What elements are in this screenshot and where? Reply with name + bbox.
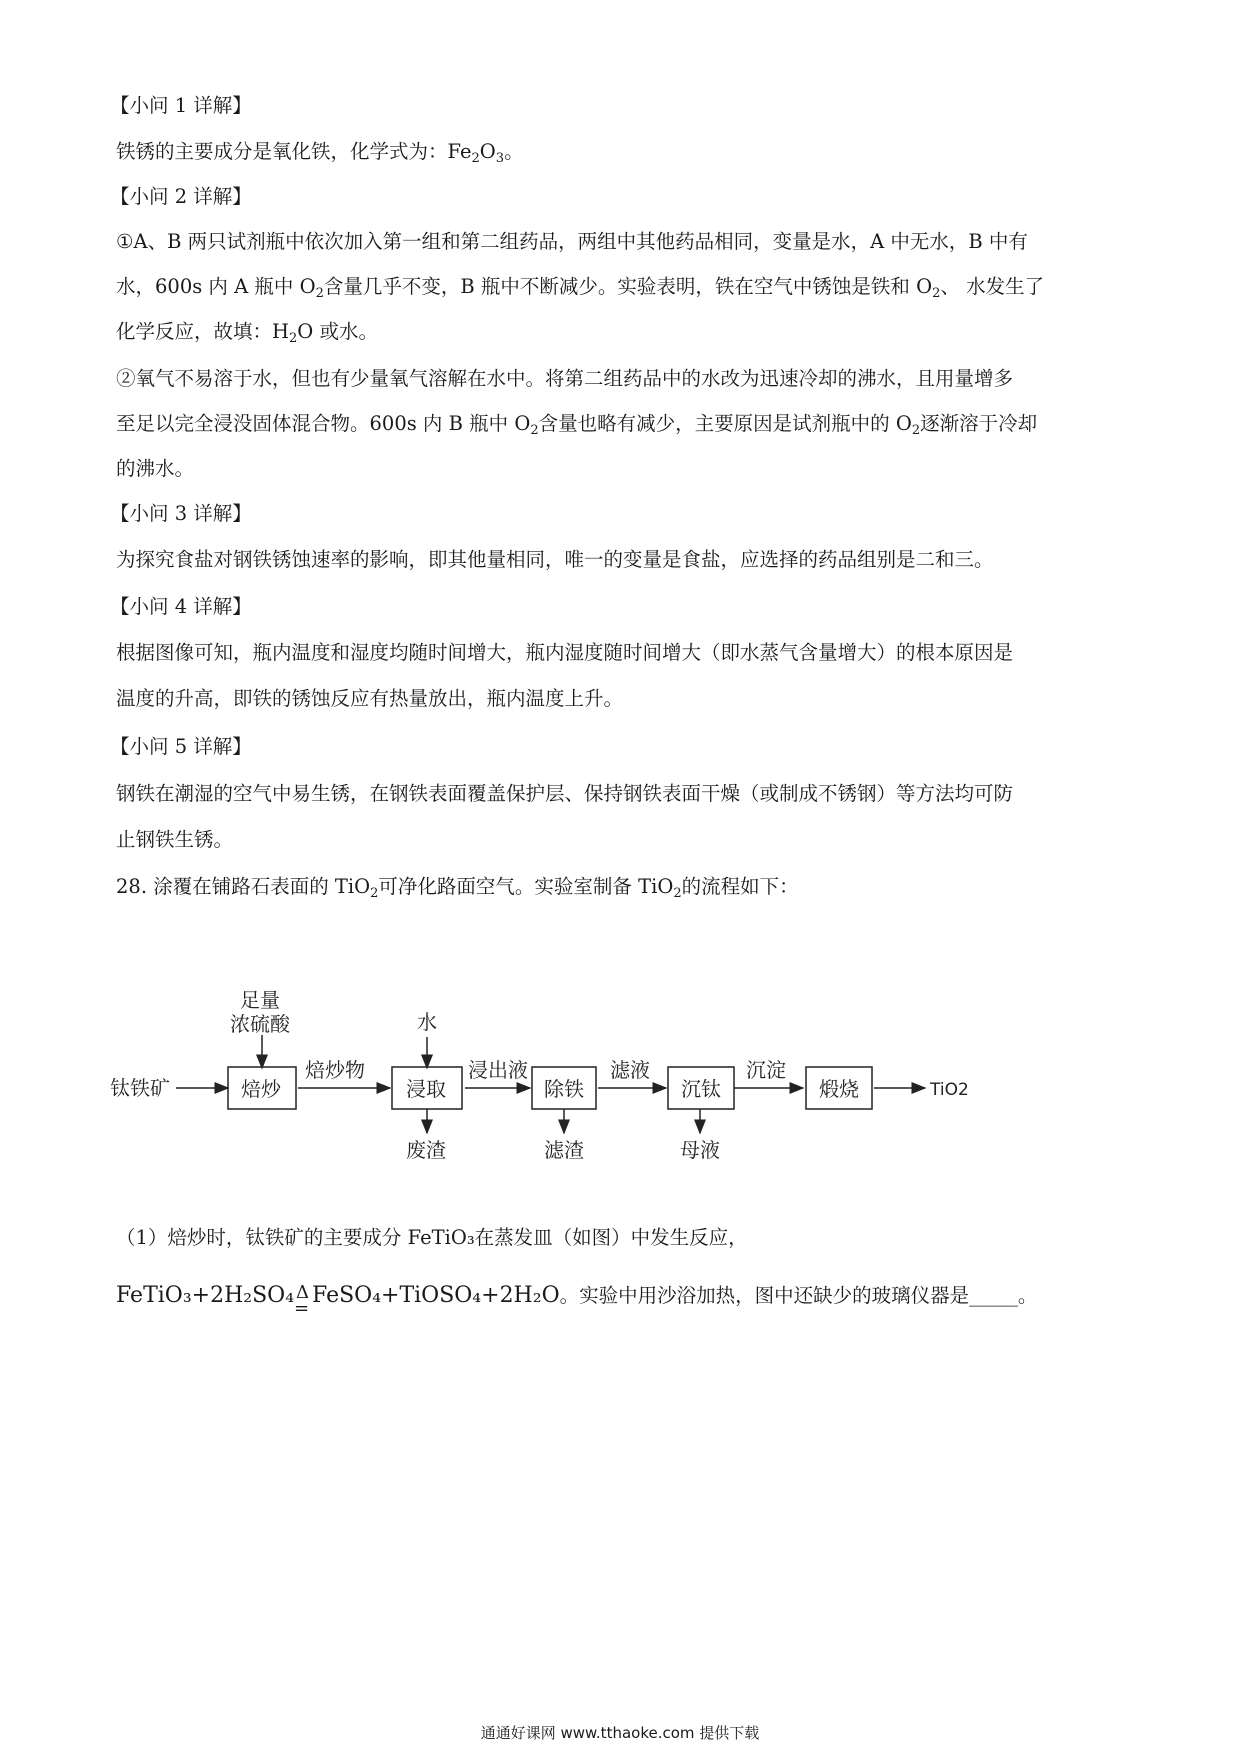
flow-arrow4-label: 沉淀 xyxy=(746,1058,786,1082)
q5-heading: 【小问 5 详解】 xyxy=(110,735,252,758)
q4-line-2: 温度的升高，即铁的锈蚀反应有热量放出，瓶内温度上升。 xyxy=(116,687,624,710)
q2-heading: 【小问 2 详解】 xyxy=(110,185,252,208)
question-28-stem: 28. 涂覆在铺路石表面的 TiO$_2$可净化路面空气。实验室制备 TiO$_2$的流程如下： xyxy=(116,875,799,901)
flow-box-iron-label: 除铁 xyxy=(544,1077,584,1101)
flow-waste-mother-label: 母液 xyxy=(680,1138,720,1162)
q3-answer: 为探究食盐对钢铁锈蚀速率的影响，即其他量相同，唯一的变量是食盐，应选择的药品组别是二和三。 xyxy=(116,548,994,571)
q2-line-2: 水，600s 内 A 瓶中 $O_2$含量几乎不变，B 瓶中不断减少。实验表明，铁在空气中锈蚀是铁和 $O_2$、 水发生了 xyxy=(116,275,1045,301)
q2-line-4: ②氧气不易溶于水，但也有少量氧气溶解在水中。将第二组药品中的水改为迅速冷却的沸水，且用量增多 xyxy=(116,367,1014,390)
q5-line-1: 钢铁在潮湿的空气中易生锈，在钢铁表面覆盖保护层、保持钢铁表面干燥（或制成不锈钢）等方法均可防 xyxy=(116,782,1014,805)
equation-reactants: FeTiO₃+2H₂SO₄ xyxy=(116,1283,295,1308)
flow-arrow2-label: 浸出液 xyxy=(468,1058,528,1082)
question-28-part-1: （1）焙炒时，钛铁矿的主要成分 FeTiO₃在蒸发皿（如图）中发生反应， xyxy=(116,1226,748,1249)
reaction-equation: FeTiO₃+2H₂SO₄ Δ = FeSO₄+TiOSO₄+2H₂O。实验中用沙浴加热，图中还缺少的玻璃仪器是_____。 xyxy=(116,1282,1038,1319)
flow-arrow1-label: 焙炒物 xyxy=(305,1058,365,1082)
flow-box-roast-label: 焙炒 xyxy=(241,1077,281,1101)
flow-box-ti-label: 沉钛 xyxy=(681,1077,721,1101)
page-footer: 通通好课网 www.tthaoke.com 提供下载 xyxy=(480,1724,760,1742)
q1-heading: 【小问 1 详解】 xyxy=(110,94,252,117)
flow-box-calcine-label: 煅烧 xyxy=(819,1077,859,1101)
q2-line-3: 化学反应，故填：$H_2O$ 或水。 xyxy=(116,320,378,346)
process-flow-diagram xyxy=(110,985,990,1195)
flow-waste-filter-label: 滤渣 xyxy=(544,1138,584,1162)
q3-heading: 【小问 3 详解】 xyxy=(110,502,252,525)
q5-line-2: 止钢铁生锈。 xyxy=(116,828,234,851)
q4-heading: 【小问 4 详解】 xyxy=(110,595,252,618)
flow-input-label: 钛铁矿 xyxy=(110,1076,170,1100)
q2-line-6: 的沸水。 xyxy=(116,457,195,480)
flow-acid-label-2: 浓硫酸 xyxy=(230,1012,290,1036)
flow-box-leach-label: 浸取 xyxy=(406,1077,446,1101)
flow-water-label: 水 xyxy=(417,1010,437,1034)
delta-symbol: Δ xyxy=(296,1282,310,1303)
question-28-part-1-tail: 。实验中用沙浴加热，图中还缺少的玻璃仪器是_____。 xyxy=(559,1284,1038,1307)
q4-line-1: 根据图像可知，瓶内温度和湿度均随时间增大，瓶内湿度随时间增大（即水蒸气含量增大）的根本原因是 xyxy=(116,641,1014,664)
flow-acid-label-1: 足量 xyxy=(240,988,280,1012)
flow-arrow3-label: 滤液 xyxy=(610,1058,650,1082)
q2-line-5: 至足以完全浸没固体混合物。600s 内 B 瓶中 $O_2$含量也略有减少，主要原因是试剂瓶中的 $O_2$逐渐溶于冷却 xyxy=(116,412,1038,438)
q1-answer: 铁锈的主要成分是氧化铁，化学式为：$Fe_2O_3$。 xyxy=(116,140,524,166)
flow-waste-residue-label: 废渣 xyxy=(406,1138,446,1162)
q2-line-1: ①A、B 两只试剂瓶中依次加入第一组和第二组药品，两组中其他药品相同，变量是水，A 中无水，B 中有 xyxy=(116,230,1028,253)
flow-output-label: TiO2 xyxy=(930,1080,969,1100)
equation-products: FeSO₄+TiOSO₄+2H₂O xyxy=(312,1283,560,1308)
